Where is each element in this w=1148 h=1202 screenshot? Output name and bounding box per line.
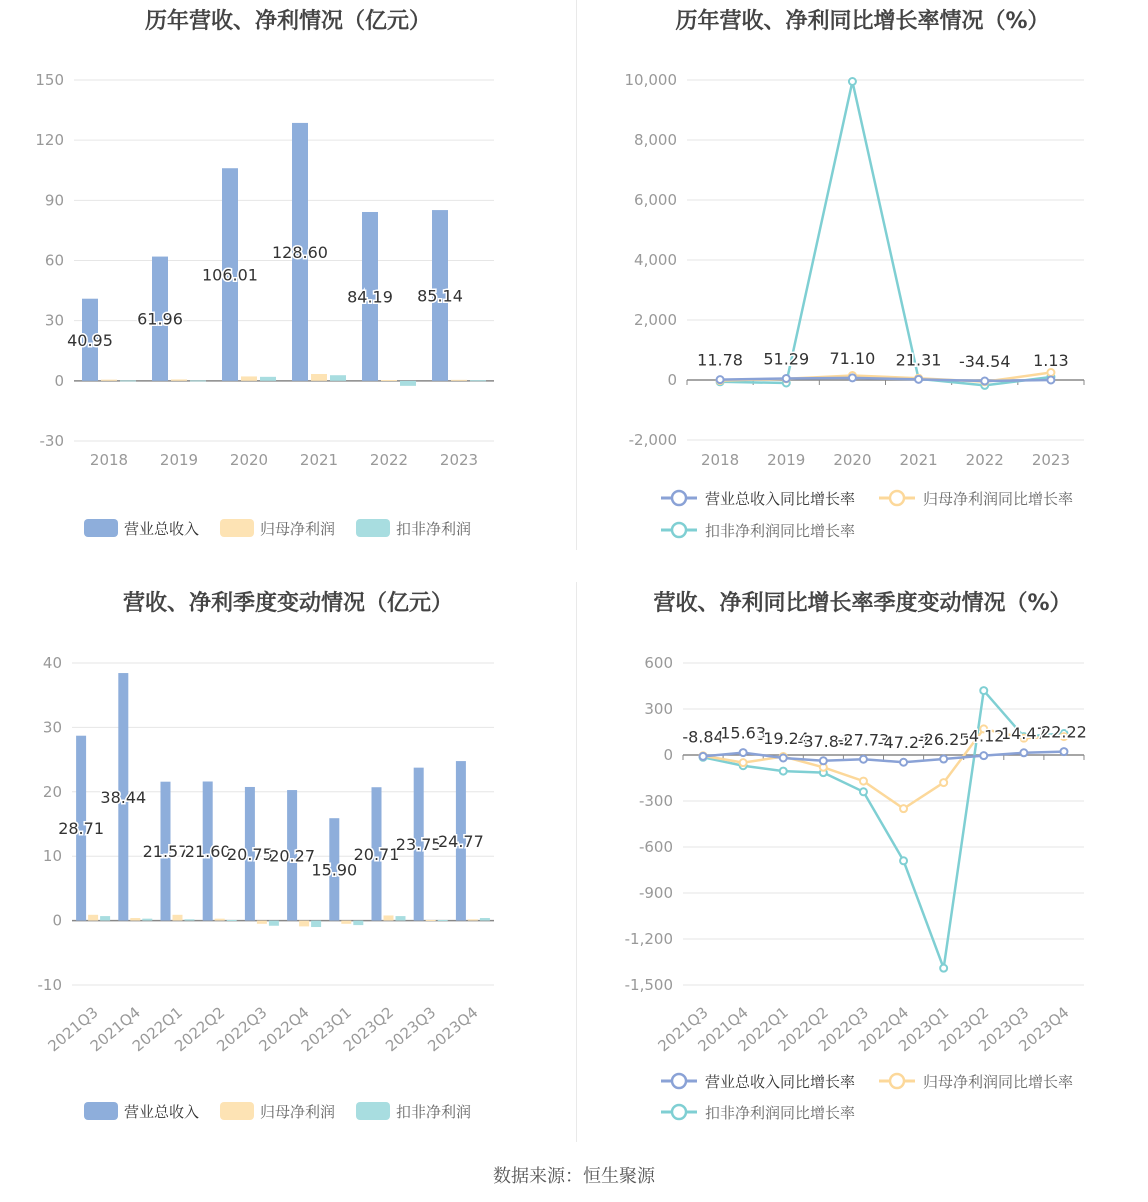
legend-marker	[672, 491, 686, 505]
bar	[173, 915, 183, 921]
data-label: -27.73	[837, 730, 890, 750]
data-point	[900, 805, 907, 812]
legend-swatch	[356, 1102, 390, 1120]
data-point	[740, 749, 747, 756]
x-tick-label: 2023Q4	[1015, 1003, 1073, 1056]
data-label: 11.78	[697, 350, 743, 370]
data-label: 24.77	[437, 831, 484, 851]
bar	[311, 921, 321, 927]
bar	[480, 918, 490, 921]
data-point	[860, 788, 867, 795]
data-label: 15.63	[720, 723, 767, 743]
x-tick-label: 2022Q3	[814, 1003, 873, 1056]
data-label: -37.84	[797, 731, 850, 751]
data-label: 15.90	[311, 860, 358, 880]
y-tick-label: 150	[35, 71, 64, 89]
x-tick-label: 2023Q2	[935, 1003, 993, 1056]
data-point	[717, 376, 724, 383]
legend-marker	[672, 1074, 686, 1088]
legend-swatch	[220, 1102, 254, 1120]
data-label: -47.27	[877, 733, 930, 753]
quarterly-amounts-chart	[0, 582, 576, 1142]
y-tick-label: -900	[638, 884, 673, 902]
data-point	[980, 687, 987, 694]
bar	[171, 379, 187, 380]
x-tick-label: 2018	[89, 451, 129, 469]
bar	[269, 921, 279, 926]
quarterly-growth-panel	[577, 582, 1148, 1142]
annual-growth-chart	[577, 0, 1148, 560]
data-point	[1047, 369, 1054, 376]
data-point	[820, 757, 827, 764]
bar	[438, 920, 448, 921]
data-label: 14.47	[1000, 723, 1047, 743]
bar	[190, 380, 206, 381]
chart-title: 营收、净利季度变动情况（亿元）	[122, 591, 453, 616]
y-tick-label: -10	[37, 976, 62, 994]
y-tick-label: 60	[44, 251, 64, 270]
bar	[381, 380, 397, 381]
data-point	[940, 756, 947, 763]
legend-marker	[672, 1105, 686, 1119]
data-label: -4.12	[963, 726, 1005, 746]
x-tick-label: 2023Q4	[424, 1003, 482, 1056]
data-point	[783, 375, 790, 382]
legend-label: 扣非净利润同比增长率	[705, 1104, 856, 1122]
y-tick-label: -1,200	[624, 930, 673, 948]
legend-label: 归母净利润同比增长率	[923, 490, 1074, 508]
legend-label: 归母净利润同比增长率	[923, 1073, 1074, 1091]
data-point	[1020, 749, 1027, 756]
data-point	[900, 759, 907, 766]
legend-label: 归母净利润	[260, 1103, 336, 1121]
bar	[426, 920, 436, 921]
data-label: 21.60	[184, 842, 231, 862]
x-tick-label: 2022Q2	[774, 1003, 832, 1056]
data-source: 数据来源：恒生聚源	[493, 1166, 655, 1187]
bar	[130, 918, 140, 921]
y-tick-label: -300	[638, 792, 673, 810]
legend-swatch	[356, 519, 390, 537]
x-tick-label: 2019	[159, 451, 199, 469]
y-tick-label: 40	[42, 654, 62, 672]
x-tick-label: 2022Q1	[128, 1003, 187, 1056]
x-tick-label: 2022	[369, 451, 409, 469]
data-label: 23.75	[395, 835, 442, 855]
y-tick-label: 10	[42, 847, 62, 866]
bar	[396, 916, 406, 921]
data-label: 28.71	[58, 819, 105, 839]
data-label: 71.10	[829, 348, 876, 368]
data-label: 40.95	[67, 330, 113, 350]
data-label: 22.22	[1041, 722, 1087, 742]
bar	[260, 377, 276, 381]
quarterly-amounts-panel	[0, 582, 576, 1142]
bar	[215, 919, 225, 921]
y-tick-label: 120	[35, 131, 64, 150]
data-point	[860, 756, 867, 763]
data-point	[860, 778, 867, 785]
x-tick-label: 2023Q3	[975, 1003, 1033, 1056]
annual-amounts-chart	[0, 0, 576, 560]
data-label: 84.19	[347, 287, 393, 307]
y-tick-label: 0	[667, 371, 677, 389]
x-tick-label: 2022Q4	[255, 1003, 313, 1056]
bar	[227, 920, 237, 921]
x-tick-label: 2018	[700, 451, 740, 469]
y-tick-label: 20	[42, 782, 62, 801]
data-label: -19.24	[757, 728, 810, 748]
data-label: 1.13	[1033, 350, 1069, 370]
legend-swatch	[84, 1102, 118, 1120]
y-tick-label: -30	[39, 432, 64, 450]
y-tick-label: 0	[52, 911, 62, 930]
x-tick-label: 2019	[767, 451, 806, 469]
data-label: 128.60	[272, 242, 328, 262]
y-tick-label: 8,000	[634, 131, 677, 149]
y-tick-label: 2,000	[634, 311, 677, 329]
data-point	[780, 754, 787, 761]
data-point	[900, 857, 907, 864]
series-line	[720, 82, 1051, 386]
bar	[451, 380, 467, 381]
x-tick-label: 2021Q3	[654, 1003, 712, 1056]
x-tick-label: 2022Q4	[854, 1003, 913, 1056]
y-tick-label: 30	[42, 718, 62, 737]
x-tick-label: 2023	[1031, 451, 1071, 469]
x-tick-label: 2020	[229, 451, 269, 469]
y-tick-label: -2,000	[628, 431, 677, 449]
x-tick-label: 2023Q3	[382, 1003, 440, 1056]
data-label: 51.29	[763, 349, 810, 369]
y-tick-label: 30	[44, 311, 64, 330]
data-label: 20.75	[226, 844, 273, 864]
y-tick-label: 300	[644, 700, 673, 718]
data-label: 20.71	[353, 844, 400, 864]
bar	[468, 919, 478, 920]
x-tick-label: 2022Q1	[734, 1003, 792, 1056]
quarterly-growth-chart	[577, 582, 1148, 1142]
divider-top	[576, 0, 577, 550]
bar	[384, 915, 394, 920]
bar	[101, 380, 117, 381]
x-tick-label: 2023Q1	[297, 1003, 355, 1056]
y-tick-label: 10,000	[624, 71, 677, 89]
bar	[341, 921, 351, 924]
bar	[470, 380, 486, 381]
x-tick-label: 2023	[439, 451, 479, 469]
legend-marker	[890, 491, 904, 505]
legend-marker	[890, 1074, 904, 1088]
x-tick-label: 2022Q3	[213, 1003, 271, 1056]
legend-label: 归母净利润	[260, 520, 336, 538]
data-label: -26.25	[917, 730, 970, 750]
data-label: 61.96	[137, 309, 183, 329]
data-point	[1047, 376, 1054, 383]
chart-title: 历年营收、净利同比增长率情况（%）	[675, 9, 1050, 34]
data-point	[980, 752, 987, 759]
bar	[100, 916, 110, 921]
data-point	[780, 768, 787, 775]
bar	[330, 375, 346, 381]
data-point	[849, 78, 856, 85]
legend-label: 营业总收入	[124, 1103, 200, 1121]
bar	[88, 915, 98, 921]
legend-marker	[672, 523, 686, 537]
bar	[353, 921, 363, 926]
y-tick-label: -600	[638, 838, 673, 856]
x-tick-label: 2021Q4	[86, 1003, 144, 1056]
y-tick-label: 600	[644, 654, 673, 672]
x-tick-label: 2021	[299, 451, 339, 469]
bar	[299, 921, 309, 927]
data-point	[849, 374, 856, 381]
data-label: 106.01	[202, 265, 258, 285]
annual-growth-panel	[577, 0, 1148, 560]
x-tick-label: 2022Q2	[171, 1003, 229, 1056]
data-point	[915, 376, 922, 383]
y-tick-label: 6,000	[634, 191, 677, 209]
x-tick-label: 2021	[899, 451, 938, 469]
x-tick-label: 2022	[965, 451, 1004, 469]
data-point	[1060, 748, 1067, 755]
bar	[241, 376, 257, 380]
legend-label: 营业总收入同比增长率	[705, 1073, 856, 1091]
data-label: 21.57	[142, 842, 189, 862]
bar	[185, 919, 195, 920]
x-tick-label: 2021Q4	[694, 1003, 752, 1056]
data-label: 38.44	[100, 787, 147, 807]
data-point	[981, 378, 988, 385]
x-tick-label: 2021Q3	[44, 1003, 102, 1056]
legend-swatch	[220, 519, 254, 537]
legend-label: 扣非净利润	[396, 520, 472, 538]
bar	[257, 921, 267, 924]
x-tick-label: 2023Q2	[339, 1003, 398, 1056]
divider-bottom	[576, 582, 577, 1142]
bar	[311, 374, 327, 381]
y-tick-label: -1,500	[624, 976, 673, 994]
bar	[120, 380, 136, 381]
legend-swatch	[84, 519, 118, 537]
y-tick-label: 90	[44, 191, 64, 210]
y-tick-label: 0	[54, 371, 64, 390]
legend-label: 营业总收入	[124, 520, 200, 538]
data-label: 21.31	[895, 350, 942, 370]
x-tick-label: 2023Q1	[895, 1003, 953, 1056]
data-point	[740, 759, 747, 766]
data-label: 85.14	[417, 286, 463, 306]
legend-label: 扣非净利润同比增长率	[705, 522, 856, 540]
data-label: 20.27	[269, 846, 316, 866]
y-tick-label: 0	[663, 746, 673, 764]
annual-amounts-panel	[0, 0, 576, 560]
data-point	[940, 779, 947, 786]
bar	[142, 919, 152, 921]
chart-title: 历年营收、净利情况（亿元）	[144, 9, 431, 34]
legend-label: 扣非净利润	[396, 1103, 472, 1121]
data-label: -8.84	[682, 727, 724, 747]
data-label: -34.54	[958, 352, 1011, 372]
x-tick-label: 2020	[833, 451, 872, 469]
legend-label: 营业总收入同比增长率	[705, 490, 856, 508]
data-point	[940, 965, 947, 972]
data-point	[700, 753, 707, 760]
y-tick-label: 4,000	[634, 251, 677, 269]
chart-title: 营收、净利同比增长率季度变动情况（%）	[653, 591, 1072, 616]
bar	[400, 381, 416, 386]
